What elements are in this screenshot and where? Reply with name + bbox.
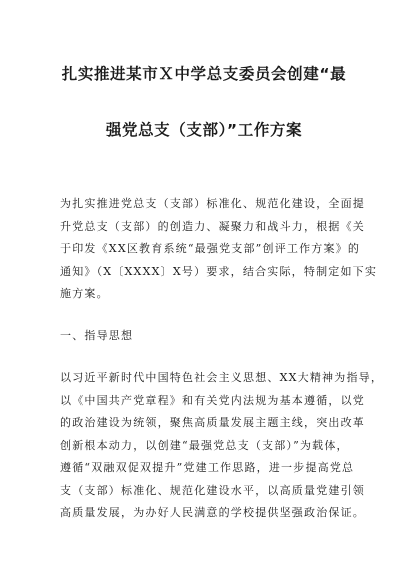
document-title-line-1: 扎实推进某市Ｘ中学总支委员会创建“最 — [61, 65, 347, 83]
paragraph-line: 施方案。 — [60, 287, 109, 300]
paragraph-line: 为扎实推进党总支（支部）标准化、规范化建设，全面提 — [60, 197, 365, 210]
paragraph-line: 通知》（X〔XXXX〕X号）要求，结合实际，特制定如下实 — [60, 264, 378, 278]
paragraph-line: 于印发《XX区教育系统“最强党支部”创评工作方案》的 — [60, 242, 361, 255]
paragraph-line: 升党总支（支部）的创造力、凝聚力和战斗力，根据《关 — [60, 219, 365, 233]
document-title-line-2: 强党总支（支部）”工作方案 — [105, 121, 303, 139]
paragraph-line: 以《中国共产党章程》和有关党内法规为基本遵循，以党 — [60, 393, 365, 407]
paragraph-line: 高质量发展，为办好人民满意的学校提供坚强政治保证。 — [60, 506, 365, 519]
paragraph-line: 以习近平新时代中国特色社会主义思想、XX大精神为指导， — [60, 371, 384, 384]
intro-paragraph — [60, 193, 378, 306]
paragraph-line: 支（支部）标准化、规范化建设水平，以高质量党建引领 — [60, 483, 365, 497]
paragraph-line: 的政治建设为统领，聚焦高质量发展主题主线，突出改革 — [60, 416, 365, 429]
guiding-ideology-paragraph — [60, 367, 384, 525]
paragraph-line: 遵循“双融双促双提升”党建工作思路，进一步提高党总 — [60, 461, 355, 474]
paragraph-line: 创新根本动力，以创建“最强党总支（支部）”为载体， — [60, 438, 349, 452]
section-heading-guiding-ideology: 一、指导思想 — [60, 329, 134, 342]
